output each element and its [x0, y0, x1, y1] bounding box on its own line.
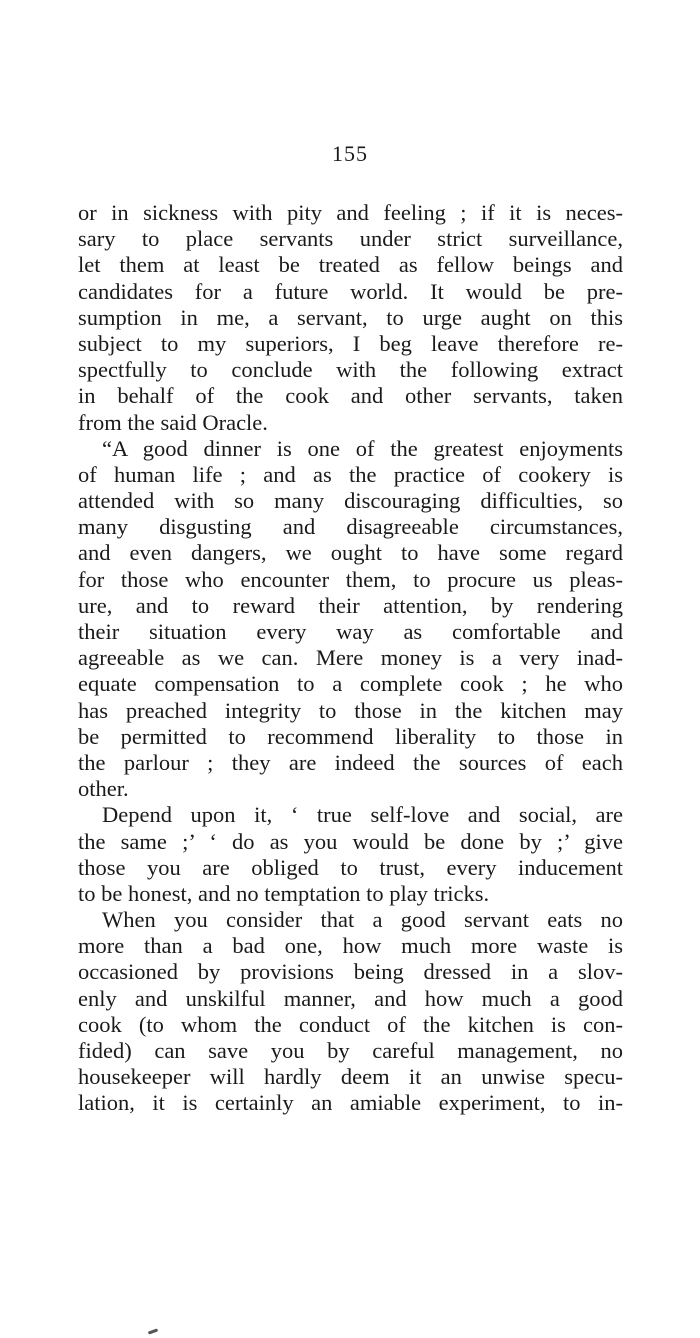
text-line: the same ;’ ‘ do as you would be done by ;’ give [78, 828, 623, 854]
text-line: or in sickness with pity and feeling ; if it is neces- [78, 200, 623, 225]
text-line: “A good dinner is one of the greatest enjoyments [102, 435, 623, 461]
text-line: those you are obliged to trust, every inducement [78, 854, 623, 880]
text-line: ure, and to reward their attention, by rendering [78, 592, 623, 618]
text-line: from the said Oracle. [78, 409, 268, 435]
text-line: other. [78, 776, 129, 802]
text-line: many disgusting and disagreeable circumstances, [78, 514, 623, 540]
page-number: 155 [332, 141, 368, 166]
text-line: sary to place servants under strict surveillance, [78, 226, 623, 252]
text-line: sumption in me, a servant, to urge aught on this [78, 304, 623, 330]
ink-mark [148, 1328, 158, 1334]
text-line: let them at least be treated as fellow beings and [78, 252, 623, 278]
body-text [78, 200, 623, 1117]
text-line: for those who encounter them, to procure us pleas- [78, 566, 623, 592]
text-line: equate compensation to a complete cook ; he who [78, 671, 623, 697]
text-line: has preached integrity to those in the kitchen may [78, 697, 623, 723]
text-line: subject to my superiors, I beg leave therefore re- [78, 330, 623, 356]
text-line: of human life ; and as the practice of cookery is [78, 461, 623, 487]
text-line: Depend upon it, ‘ true self-love and social, are [102, 802, 623, 828]
text-line: their situation every way as comfortable and [78, 619, 623, 644]
text-line: attended with so many discouraging difficulties, so [78, 488, 623, 514]
text-line: more than a bad one, how much more waste is [78, 933, 623, 959]
text-line: candidates for a future world. It would be pre- [78, 278, 623, 304]
text-line: occasioned by provisions being dressed in a slov- [78, 959, 623, 985]
text-line: the parlour ; they are indeed the sources of each [78, 749, 623, 775]
text-line: enly and unskilful manner, and how much a good [78, 985, 623, 1011]
text-line: housekeeper will hardly deem it an unwise specu- [78, 1064, 623, 1090]
text-line: in behalf of the cook and other servants, taken [78, 383, 623, 409]
text-line: When you consider that a good servant eats no [102, 907, 623, 933]
text-line: and even dangers, we ought to have some regard [78, 540, 623, 566]
text-line: lation, it is certainly an amiable experiment, to in- [78, 1090, 623, 1116]
text-line: cook (to whom the conduct of the kitchen is con- [78, 1011, 623, 1037]
text-line: to be honest, and no temptation to play tricks. [78, 880, 490, 906]
text-line: be permitted to recommend liberality to those in [78, 723, 623, 749]
text-line: spectfully to conclude with the following extract [78, 357, 623, 383]
text-line: agreeable as we can. Mere money is a very inad- [78, 645, 623, 671]
text-line: fided) can save you by careful management, no [78, 1038, 623, 1063]
